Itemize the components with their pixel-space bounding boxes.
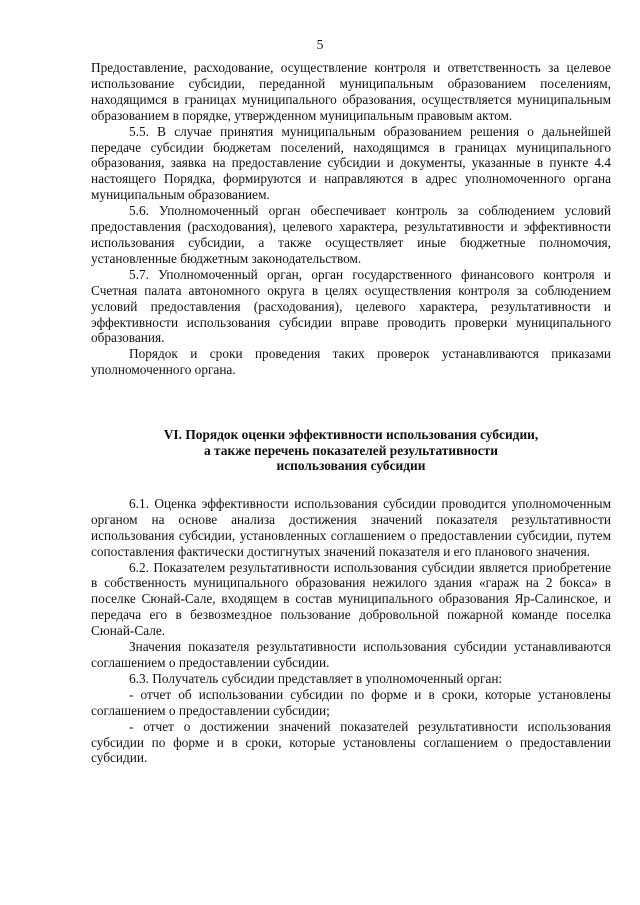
paragraph-inspection-order: Порядок и сроки проведения таких проверок устанавливаются приказами уполномоченного органа. [91,346,611,378]
paragraph-6-1: 6.1. Оценка эффективности использования субсидии проводится уполномоченным органом на основе анализа достижения значений показателя результативности использования субсидии, установленных соглашением о предоставлении субсидии, путем сопоставления фактически достигнутых значений показателя и его планового значения. [91,495,611,559]
paragraph-6-2: 6.2. Показателем результативности использования субсидии является приобретение в собственность муниципального образования нежилого здания «гараж на 2 бокса» в поселке Сюнай-Сале, входящем в состав муниципального образования Яр-Салинское, и передача его в безвозмездное пользование добровольной пожарной команде поселка Сюнай-Сале. [91,559,611,639]
page-number: 5 [316,37,324,52]
heading-line: VI. Порядок оценки эффективности использования субсидии, [163,427,539,443]
document-body [91,60,611,766]
list-item-results-report: - отчет о достижении значений показателей результативности использования субсидии по форме и в сроки, которые установлены соглашением о предоставлении субсидии. [91,718,611,766]
paragraph-6-3: 6.3. Получатель субсидии представляет в уполномоченный орган: [129,670,503,686]
paragraph-5-7: 5.7. Уполномоченный орган, орган государственного финансового контроля и Счетная палата автономного округа в целях осуществления контроля за соблюдением условий предоставления (расходования), целевого характера, результативности и эффективности использования субсидии вправе проводить проверки муниципального образования. [91,266,611,346]
list-item-usage-report: - отчет об использовании субсидии по форме и в сроки, которые установлены соглашением о предоставлении субсидии; [91,686,611,718]
paragraph-5-6: 5.6. Уполномоченный орган обеспечивает контроль за соблюдением условий предоставления (расходования), целевого характера, результативности и эффективности использования субсидии, а также осуществляет иные бюджетные полномочия, установленные бюджетным законодательством. [91,203,611,266]
paragraph-intro: Предоставление, расходование, осуществление контроля и ответственность за целевое использование субсидии, переданной муниципальным образованием поселениям, находящимся в границах муниципального образования, осуществляется муниципальным образованием в порядке, утвержденном муниципальным правовым актом. [91,60,611,123]
heading-line: использования субсидии [276,458,426,474]
heading-line: а также перечень показателей результативности [204,442,498,458]
paragraph-indicator-values: Значения показателя результативности использования субсидии устанавливаются соглашением о предоставлении субсидии. [91,639,611,670]
paragraph-5-5: 5.5. В случае принятия муниципальным образованием решения о дальнейшей передаче субсидии бюджетам поселений, находящимся в границах муниципального образования, заявка на предоставление субсидии и документы, указанные в пункте 4.4 настоящего Порядка, формируются и направляются в адрес уполномоченного органа муниципальным образованием. [91,123,611,203]
section-heading [91,427,611,474]
